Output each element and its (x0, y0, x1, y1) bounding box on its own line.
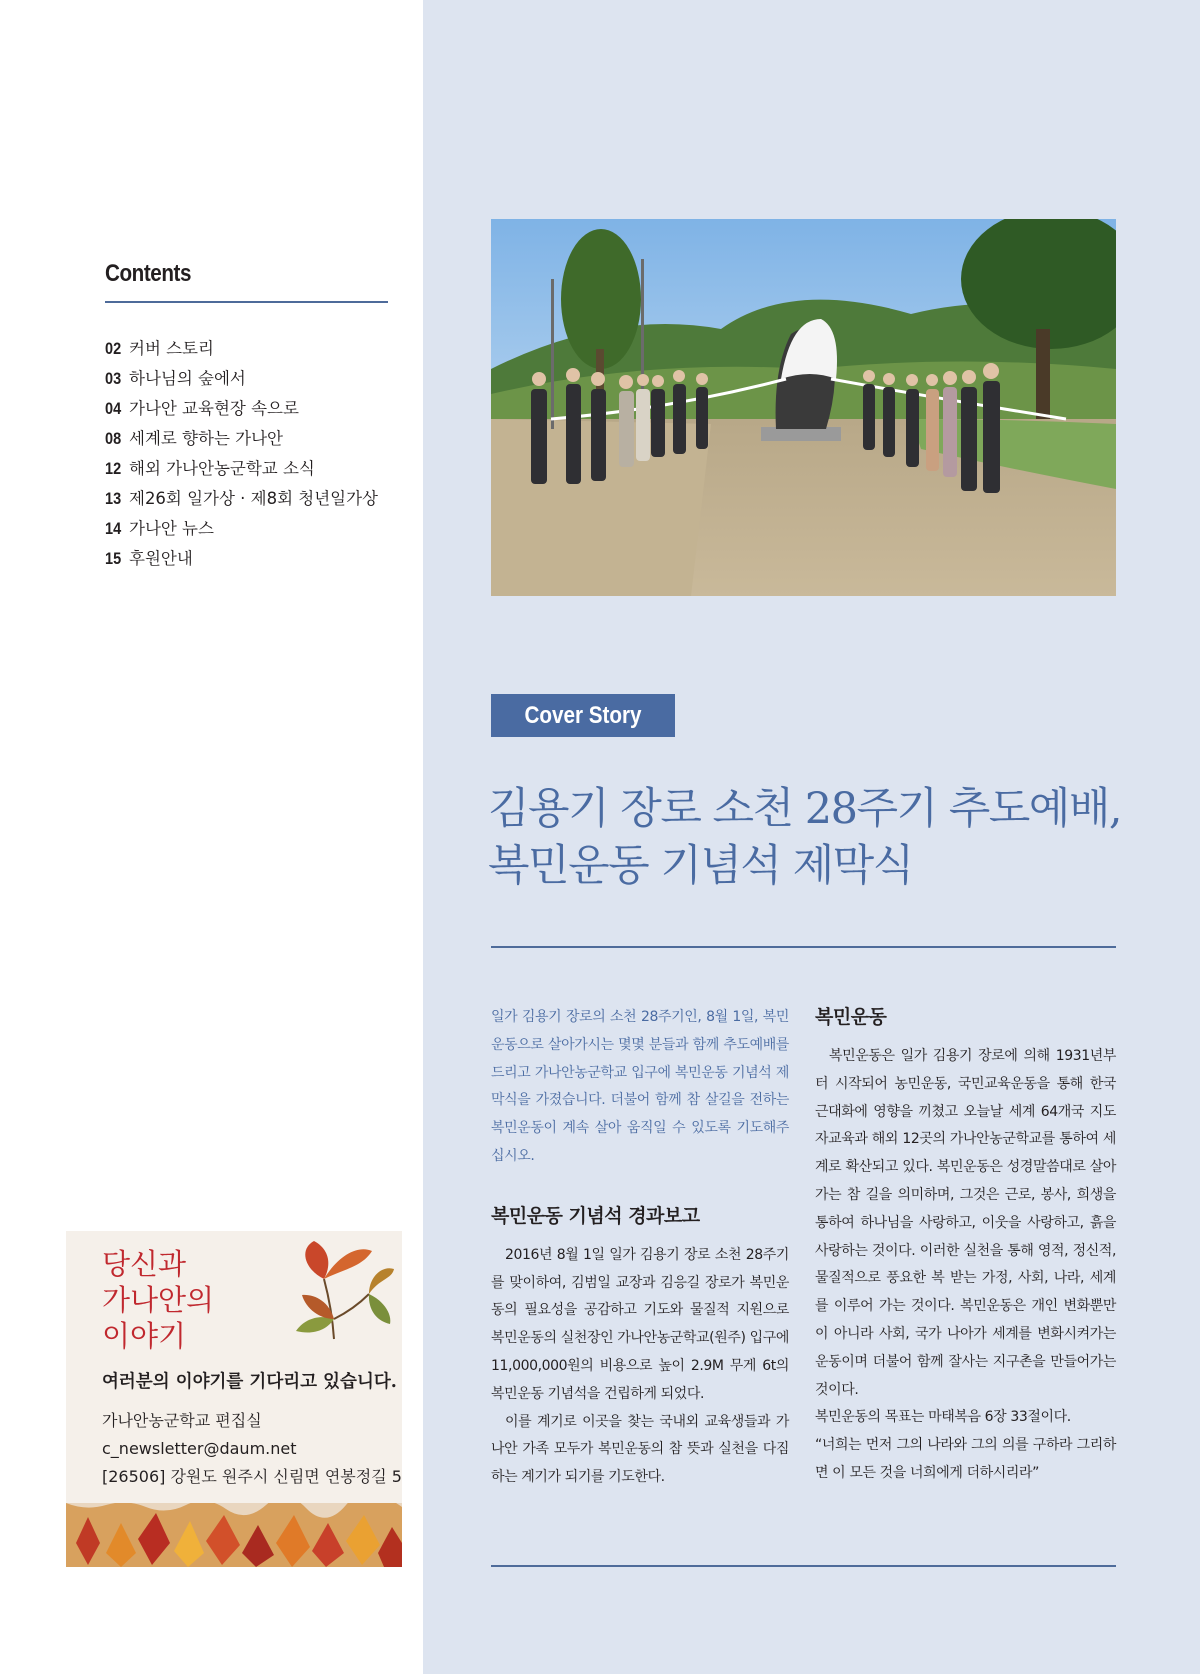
contents-list (105, 334, 405, 574)
contact-email[interactable]: c_newsletter@daum.net (102, 1439, 297, 1458)
toc-label: 세계로 향하는 가나안 (129, 429, 283, 448)
mailing-address: [26506] 강원도 원주시 신림면 연봉정길 5 (102, 1467, 402, 1486)
story-submission-box (66, 1231, 402, 1567)
report-paragraph-2: 이를 계기로 이곳을 찾는 국내외 교육생들과 가나안 가족 모두가 복민운동의 참 뜻과 실천을 다짐하는 계기가 되기를 기도한다. (491, 1413, 789, 1486)
toc-item[interactable] (105, 454, 405, 484)
report-paragraph-1: 2016년 8월 1일 일가 김용기 장로 소천 28주기를 맞이하여, 김범일 교장과 김응길 장로가 복민운동의 필요성을 공감하고 기도와 물질적 지원으로 복민운동의 실천장인 가나안농군학교(원주) 입구에 11,000,000원의 비용으로 높이 2.9M 무게 6t의 복민운동 기념석을 건립하게 되었다. (491, 1246, 789, 1402)
toc-page-number: 15 (105, 550, 122, 568)
autumn-leaves-border-image (66, 1503, 402, 1567)
toc-label: 후원안내 (129, 549, 193, 568)
toc-label: 커버 스토리 (129, 339, 214, 358)
toc-page-number: 13 (105, 490, 122, 508)
toc-item[interactable] (105, 514, 405, 544)
toc-page-number: 14 (105, 520, 122, 538)
toc-item[interactable] (105, 484, 405, 514)
headline-line-1: 김용기 장로 소천 28주기 추도예배, (488, 784, 1122, 834)
toc-item[interactable] (105, 364, 405, 394)
toc-page-number: 08 (105, 430, 122, 448)
story-box-title: 당신과 가나안의 이야기 (102, 1247, 215, 1353)
bokmin-heading: 복민운동 (815, 1006, 887, 1028)
report-heading: 복민운동 기념석 경과보고 (491, 1204, 700, 1227)
toc-label: 해외 가나안농군학교 소식 (129, 459, 315, 478)
cover-photo-monument-unveiling (491, 219, 1116, 596)
bokmin-paragraph: 복민운동은 일가 김용기 장로에 의해 1931년부터 시작되어 농민운동, 국민교육운동을 통해 한국 근대화에 영향을 끼쳤고 오늘날 세계 64개국 지도자교육과 해외 12곳의 가나안농군학교를 통하여 세계로 확산되고 있다. 복민운동은 성경말씀대로 살아가는 참 길을 의미하며, 그것은 근로, 봉사, 희생을 통하여 하나님을 사랑하고, 이웃을 사랑하고, 흙을 사랑하는 것이다. 이러한 실천을 통해 영적, 정신적, 물질적으로 풍요한 복 받는 가정, 사회, 나라, 세계를 이루어 가는 것이다. 복민운동은 개인 변화뿐만이 아니라 사회, 국가 나아가 세계를 변화시켜가는 운동이며 더불어 함께 잘사는 지구촌을 만들어가는 것이다. (815, 1048, 1116, 1398)
article-column-left (491, 1004, 789, 1492)
article-intro: 일가 김용기 장로의 소천 28주기인, 8월 1일, 복민운동으로 살아가시는 몇몇 분들과 함께 추도예배를 드리고 가나안농군학교 입구에 복민운동 기념석 제막식을 가졌습니다. 더불어 함께 참 살길을 전하는 복민운동이 계속 살아 움직일 수 있도록 기도해주십시오. (491, 1009, 789, 1164)
autumn-leaf-cluster-icon (284, 1239, 394, 1349)
toc-item[interactable] (105, 424, 405, 454)
article-headline (488, 781, 1128, 895)
toc-page-number: 02 (105, 340, 122, 358)
headline-line-2: 복민운동 기념석 제막식 (488, 841, 913, 891)
bokmin-goal: 복민운동의 목표는 마태복음 6장 33절이다. (815, 1409, 1071, 1426)
story-box-contact (102, 1407, 402, 1491)
toc-page-number: 12 (105, 460, 122, 478)
toc-item[interactable] (105, 334, 405, 364)
story-box-invitation: 여러분의 이야기를 기다리고 있습니다. (102, 1372, 397, 1392)
toc-item[interactable] (105, 544, 405, 574)
cover-story-label-text: Cover Story (524, 702, 642, 729)
toc-label: 가나안 뉴스 (129, 519, 214, 538)
editorial-office: 가나안농군학교 편집실 (102, 1411, 262, 1430)
bokmin-scripture-quote: “너희는 먼저 그의 나라와 그의 의를 구하라 그리하면 이 모든 것을 너희에게 더하시리라” (815, 1437, 1116, 1481)
bottom-divider (491, 1565, 1116, 1567)
article-column-right (815, 1004, 1116, 1488)
cover-story-label (491, 694, 675, 737)
toc-page-number: 03 (105, 370, 122, 388)
contents-divider (105, 301, 388, 303)
toc-label: 가나안 교육현장 속으로 (129, 399, 299, 418)
toc-page-number: 04 (105, 400, 122, 418)
toc-label: 제26회 일가상 · 제8회 청년일가상 (129, 489, 378, 508)
headline-divider (491, 946, 1116, 948)
toc-item[interactable] (105, 394, 405, 424)
toc-label: 하나님의 숲에서 (129, 369, 246, 388)
contents-title: Contents (105, 260, 191, 287)
